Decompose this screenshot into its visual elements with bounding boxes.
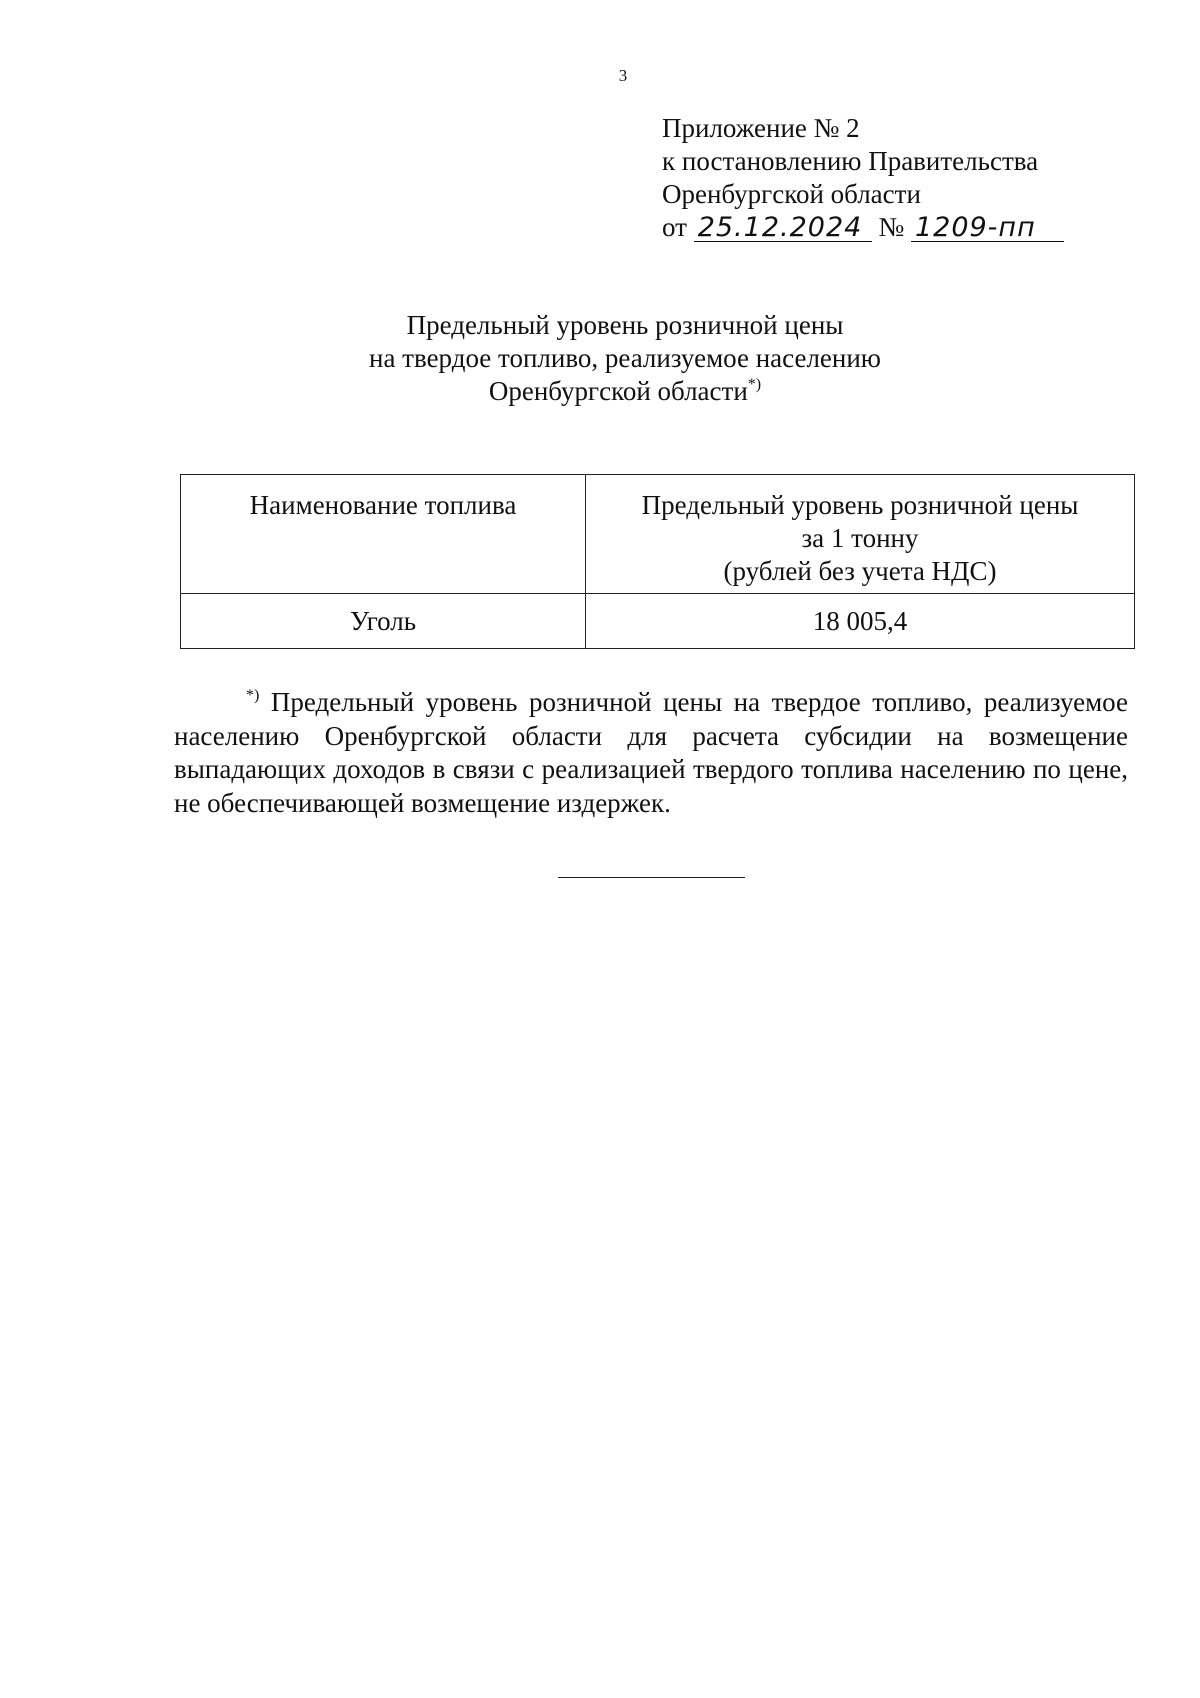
appendix-header [662,112,1102,244]
title-line-3 [50,375,1200,408]
title-line-2: на твердое топливо, реализуемое населению [369,343,881,373]
appendix-region: Оренбургской области [662,179,921,209]
header-fuel-name: Наименование топлива [181,475,586,594]
price-table [180,474,1135,649]
header-price-line-1: Предельный уровень розничной цены [641,490,1079,520]
fuel-name-cell: Уголь [181,594,586,649]
header-price-line-2: за 1 тонну [801,523,919,553]
document-title [0,309,1200,408]
number-sign: № [878,212,905,242]
footnote-text: Предельный уровень розничной цены на твердое топливо, реализуемое населению Оренбургской области для расчета субсидии на возмещение выпадающих доходов в связи с реализацией твердого топлива населению по цене, не обеспечивающей возмещение издержек. [174,687,1128,818]
title-footnote-marker: *) [747,376,762,393]
date-prefix: от [662,212,687,242]
table-row [181,594,1135,649]
end-divider-line [558,877,745,878]
page-number: 3 [618,66,628,85]
footnote [174,686,1128,820]
title-line-1: Предельный уровень розничной цены [406,310,844,340]
appendix-date-number-line [662,211,1102,244]
handwritten-date: 25.12.2024 [694,215,872,242]
footnote-marker: *) [246,687,260,704]
appendix-decree-ref: к постановлению Правительства [662,146,1039,176]
title-line-3-text: Оренбургской области [488,376,748,406]
appendix-title: Приложение № 2 [662,113,860,143]
header-price-line-3: (рублей без учета НДС) [723,556,997,586]
table-header-row [181,475,1135,594]
header-price-limit [586,475,1135,594]
handwritten-number: 1209-пп [911,215,1064,242]
price-cell: 18 005,4 [586,594,1135,649]
